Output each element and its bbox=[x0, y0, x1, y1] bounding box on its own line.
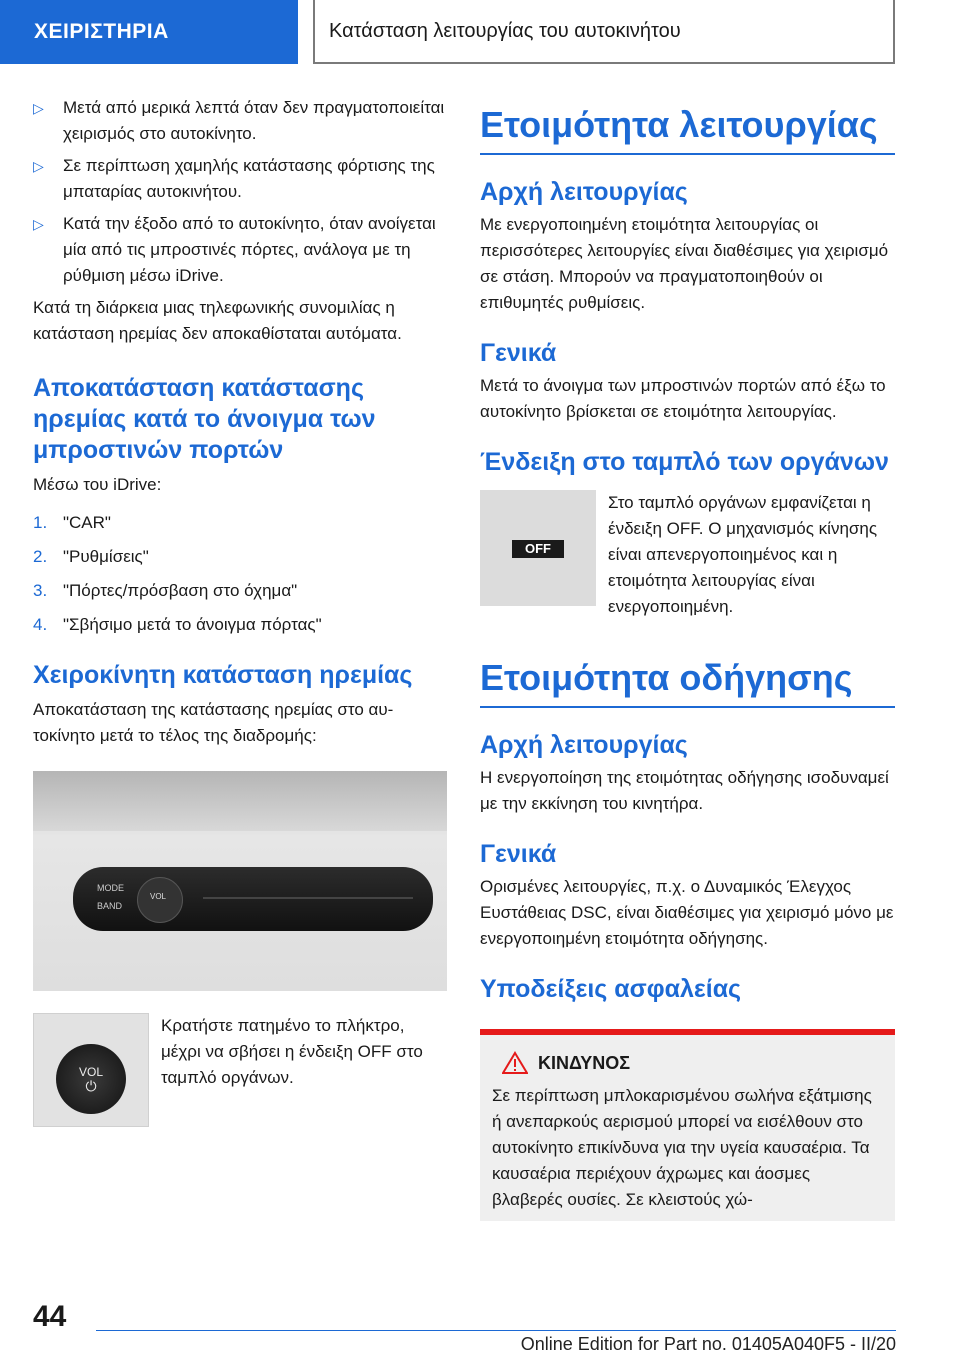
bullet-text: Κατά την έξοδο από το αυτοκίνητο, όταν ανοίγεται μία από τις μπροστινές πόρτες, ανάλογα με τη ρύθμιση μέσω iDrive. bbox=[63, 214, 436, 285]
general-paragraph-2: Ορισμένες λειτουργίες, π.χ. ο Δυναμικός Έλεγχος Ευστάθειας DSC, είναι διαθέσιμες για χειρισμό μόνο με ενεργοποιημένη ετοιμότητα οδήγησης. bbox=[480, 877, 894, 948]
triangle-bullet-icon: ▷ bbox=[33, 158, 44, 174]
knob-label: VOL bbox=[78, 1065, 103, 1079]
triangle-bullet-icon: ▷ bbox=[33, 216, 44, 232]
off-badge: OFF bbox=[512, 540, 564, 558]
left-column bbox=[33, 95, 447, 1127]
power-knob-icon bbox=[56, 1044, 126, 1114]
bullet-text: Μετά από μερικά λεπτά όταν δεν πραγματοποιείται χειρισμός στο αυτοκίνητο. bbox=[63, 98, 445, 143]
button-row bbox=[203, 897, 413, 899]
safety-heading: Υποδείξεις ασφαλείας bbox=[480, 975, 742, 1003]
step-text: "Σβήσιμο μετά το άνοιγμα πόρτας" bbox=[63, 615, 322, 634]
danger-title-row bbox=[492, 1051, 883, 1075]
bullet-item bbox=[33, 153, 447, 205]
step-text: "Πόρτες/πρόσβαση στο όχημα" bbox=[63, 581, 298, 600]
vent-strip bbox=[33, 771, 447, 831]
general-paragraph: Μετά το άνοιγμα των μπροστινών πορτών από έξω το αυτοκίνητο βρίσκεται σε ετοιμότητα λειτουργίας. bbox=[480, 376, 886, 421]
principle-paragraph-2: Η ενεργοποίηση της ετοιμότητας οδήγησης ισοδυναμεί με την εκκίνηση του κινητήρα. bbox=[480, 768, 889, 813]
step-number: 2. bbox=[33, 547, 48, 566]
triangle-bullet-icon: ▷ bbox=[33, 100, 44, 116]
band-label: BAND bbox=[97, 901, 123, 911]
footer-divider bbox=[96, 1330, 896, 1331]
drive-heading: Ετοιμότητα οδήγησης bbox=[480, 656, 895, 708]
chapter-title: Κατάσταση λειτουργίας του αυτοκινήτου bbox=[313, 0, 895, 64]
list-item bbox=[33, 612, 447, 638]
danger-title: ΚΙΝΔΥΝΟΣ bbox=[538, 1052, 631, 1073]
volume-knob-icon bbox=[137, 877, 183, 923]
figure-row bbox=[33, 1013, 447, 1127]
danger-notice bbox=[480, 1029, 895, 1221]
instrument-cluster-image bbox=[480, 490, 596, 606]
general-heading: Γενικά bbox=[480, 339, 557, 367]
general-heading-2: Γενικά bbox=[480, 840, 557, 868]
restore-heading: Αποκατάσταση κατάστασης ηρεμίας κατά το άνοιγμα των μπροστινών πορτών bbox=[33, 374, 376, 464]
list-item bbox=[33, 544, 447, 570]
power-icon: ⏻ bbox=[85, 1078, 97, 1094]
step-text: "Ρυθμίσεις" bbox=[63, 547, 149, 566]
volume-button-photo bbox=[33, 1013, 149, 1127]
call-paragraph: Κατά τη διάρκεια μιας τηλεφωνικής συνομιλίας η κατάσταση ηρεμίας δεν αποκαθίσταται αυτόματα. bbox=[33, 298, 402, 343]
principle-paragraph: Με ενεργοποιημένη ετοιμότητα λειτουργίας οι περισσότερες λειτουργίες είναι διαθέσιμες για χειρισμό σε στάση. Μπορούν να πραγματοποιηθούν οι επιθυμητές ρυθμίσεις. bbox=[480, 215, 889, 312]
manual-heading: Χειροκίνητη κατάσταση ηρεμίας bbox=[33, 661, 413, 689]
step-number: 1. bbox=[33, 513, 48, 532]
indicator-heading: Ένδειξη στο ταμπλό των οργάνων bbox=[480, 448, 889, 476]
page-number: 44 bbox=[33, 1300, 67, 1333]
principle-heading-2: Αρχή λειτουργίας bbox=[480, 731, 688, 759]
bullet-item bbox=[33, 211, 447, 289]
danger-text: Σε περίπτωση μπλοκαρισμένου σωλήνα εξάτμισης ή ανεπαρκούς αερισμού μπορεί να εισέλθουν στο αυτοκίνητο επικίνδυνα για την υγεία καυσαέρια. Τα καυσαέρια περιέχουν άχρωμες και άοσμες βλαβερές ουσίες. Σε κλειστούς χώ- bbox=[492, 1086, 872, 1209]
right-column bbox=[480, 95, 895, 1221]
warning-triangle-icon bbox=[502, 1051, 528, 1075]
center-console-photo bbox=[33, 771, 447, 991]
mode-label: MODE bbox=[97, 883, 124, 893]
figure-caption: Κρατήστε πατημένο το πλήκτρο, μέχρι να σβήσει η ένδειξη OFF στο ταμπλό οργάνων. bbox=[161, 1016, 423, 1087]
bullet-item bbox=[33, 95, 447, 147]
vol-label: VOL bbox=[150, 892, 167, 901]
danger-box bbox=[480, 1035, 895, 1221]
indicator-figure bbox=[480, 490, 895, 620]
bullet-text: Σε περίπτωση χαμηλής κατάστασης φόρτισης της μπαταρίας αυτοκινήτου. bbox=[63, 156, 435, 201]
edition-text: Online Edition for Part no. 01405A040F5 - II/20 bbox=[520, 1334, 896, 1354]
ready-heading: Ετοιμότητα λειτουργίας bbox=[480, 103, 895, 155]
step-text: "CAR" bbox=[63, 513, 111, 532]
step-number: 4. bbox=[33, 615, 48, 634]
control-panel bbox=[73, 867, 433, 931]
via-idrive-text: Μέσω του iDrive: bbox=[33, 475, 162, 494]
step-number: 3. bbox=[33, 581, 48, 600]
list-item bbox=[33, 510, 447, 536]
section-tab: ΧΕΙΡΙΣΤΗΡΙΑ bbox=[0, 0, 298, 64]
indicator-text: Στο ταμπλό οργάνων εμφανίζεται η ένδειξη OFF. Ο μηχανισμός κίνησης είναι απενεργοποιημένος και η ετοιμότητα λειτουργίας είναι ενεργοποιημένη. bbox=[608, 493, 878, 616]
list-item bbox=[33, 578, 447, 604]
manual-paragraph: Αποκατάσταση της κατάστασης ηρεμίας στο αυτοκίνητο μετά το τέλος της διαδρομής: bbox=[33, 700, 394, 745]
principle-heading: Αρχή λειτουργίας bbox=[480, 178, 688, 206]
steps-list bbox=[33, 510, 447, 638]
